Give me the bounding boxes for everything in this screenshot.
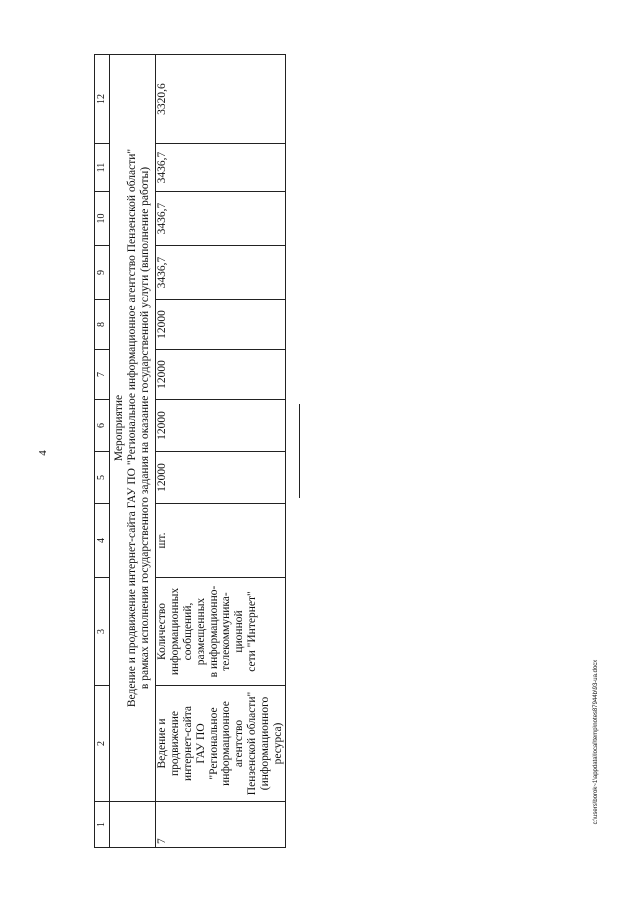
indicator-line: сети "Интернет"	[246, 591, 259, 672]
indicator-line: информационных	[168, 587, 181, 676]
report-table	[94, 54, 286, 848]
page-number: 4	[36, 450, 49, 456]
indicator-line: ционной	[233, 610, 246, 653]
indicator-line: сообщений,	[181, 602, 194, 661]
report-table-wrapper	[94, 55, 284, 848]
indicator-line: телекоммуника-	[220, 592, 233, 671]
name-line: информационное агентство	[220, 701, 246, 786]
section-title: Мероприятие	[112, 394, 125, 462]
column-number: 5	[95, 452, 110, 504]
column-number: 2	[95, 686, 110, 802]
value-cell: 12000	[156, 300, 286, 350]
indicator-line: размещенных	[194, 597, 207, 666]
value-cell: 12000	[156, 350, 286, 400]
column-number: 12	[95, 55, 110, 144]
section-header-cell	[110, 55, 156, 802]
unit-cell: шт.	[156, 504, 286, 578]
value-cell: 12000	[156, 400, 286, 452]
column-number: 4	[95, 504, 110, 578]
table-row	[156, 55, 286, 848]
row-indicator-cell	[156, 578, 286, 686]
value-cell: 12000	[156, 452, 286, 504]
column-number: 10	[95, 192, 110, 246]
indicator-line: в информационно-	[207, 585, 220, 678]
value-cell: 3320,6	[156, 55, 286, 144]
section-line: Ведение и продвижение интернет-сайта ГАУ ПО "Региональное информационное агентство Пензенской области"	[125, 148, 138, 708]
column-number: 9	[95, 246, 110, 300]
value-cell: 3436,7	[156, 144, 286, 192]
name-line: ГАУ ПО "Региональное	[194, 707, 220, 780]
column-number: 11	[95, 144, 110, 192]
divider-line	[299, 404, 300, 498]
value-cell: 3436,7	[156, 246, 286, 300]
column-number-row	[95, 55, 110, 848]
column-number: 3	[95, 578, 110, 686]
footer-path: c:\users\borok~1\appdata\local\temp\notes87944b\93-ua.docx	[593, 659, 599, 825]
column-number: 1	[95, 802, 110, 848]
name-line: (информационного ресурса)	[259, 696, 284, 791]
column-number: 8	[95, 300, 110, 350]
column-number: 6	[95, 400, 110, 452]
indicator-line: Количество	[156, 603, 168, 660]
row-name-cell	[156, 686, 286, 802]
section-line: в рамках исполнения государственного задания на оказание государственной услуги (выполнение работы)	[139, 166, 152, 690]
section-header-row	[110, 55, 156, 848]
value-cell: 3436,7	[156, 192, 286, 246]
name-line: Пензенской области"	[246, 691, 259, 796]
column-number: 7	[95, 350, 110, 400]
row-number: 7	[156, 802, 286, 848]
section-empty-cell	[110, 802, 156, 848]
name-line: интернет-сайта	[181, 705, 194, 782]
name-line: Ведение и продвижение	[156, 710, 181, 777]
